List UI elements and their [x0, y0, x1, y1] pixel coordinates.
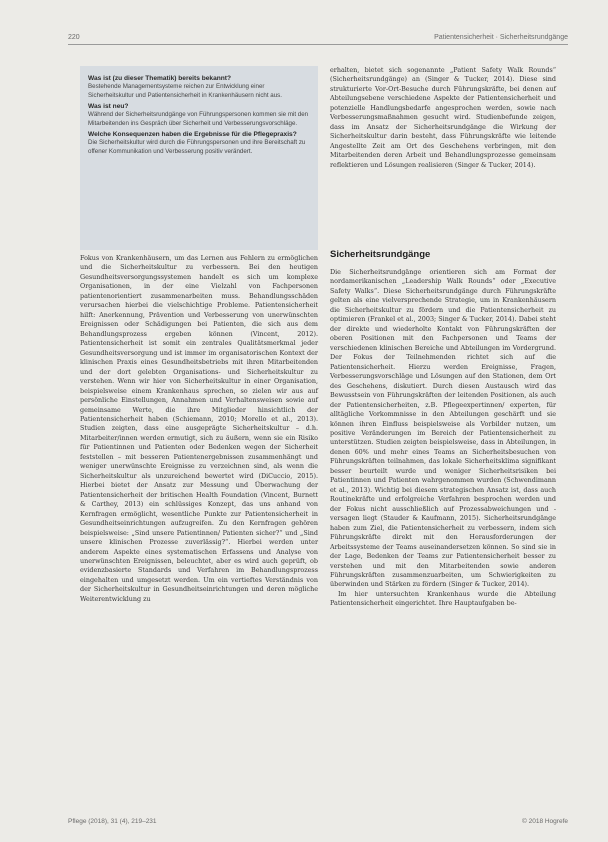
section-heading: Sicherheitsrundgänge	[330, 249, 431, 260]
running-title: Patientensicherheit · Sicherheitsrundgänge	[434, 34, 568, 41]
right-paragraph-1: Die Sicherheitsrundgänge orientieren sich am Format der nordamerikanischen „Leadership Walk Rounds“ oder „Executive Safety Walks“. Diese Sicherheitsrundgänge durch Führungskräfte gelten als eine vielversprechende Strategie, um in Krankenhäusern die Sicherheitskultur zu fördern und die Patientensicherheit zu optimieren (Frankel et al., 2003; Singer & Tucker, 2014). Dabei steht der direkte und wiederholte Kontakt von Führungskräften der oberen Positionen mit den Fachpersonen und Teams der verschiedenen klinischen Bereiche und Abteilungen im Vordergrund. Der Fokus der Teilnehmenden richtet sich auf die Patientensicherheit. Hierzu werden Ereignisse, Fragen, Verbesserungsvorschläge und Lösungen auf den Stationen, dem Ort des Geschehens, diskutiert. Durch diesen Austausch wird das Bewusstsein von Führungskräften der leitenden Positionen, als auch der Patientensicherheiten, z.B. Pflegeexpertinnen/ experten, für alltägliche Vorkommnisse in den Abteilungen geschärft und sie können ihren Einfluss beispielsweise als Vorbilder nutzen, um positive Veränderungen im Bereich der Patientensicherheit zu unterstützen. Studien zeigten beispielsweise, dass in Abteilungen, in denen 60% und mehr eines Teams an Sicherheitsbesuchen von Führungskräften teilnahmen, das lokale Sicherheitsklima signifikant besser beurteilt wurde und weniger Sicherheitsrisiken bei Patientinnen und Patienten wahrgenommen wurden (Schwendimann et al., 2013). Wichtig bei diesem strategischen Ansatz ist, dass auch Routinekräfte und erfolgreiche Verfahren besprochen werden und der Fokus nicht ausschließlich auf Prozessabweichungen und -versagen liegt (Stauder & Kaufmann, 2015). Sicherheitsrundgänge haben zum Ziel, die Patientensicherheit zu verbessern, indem sich Führungskräfte direkt mit den Herausforderungen der Arbeitssysteme der Teams auseinandersetzen können. So sind sie in der Lage, Bedenken der Teams zur Patientensicherheit besser zu verstehen und mit den Mitarbeitenden sowie anderen Führungskräften zusammenzuarbeiten, um Schwierigkeiten zu überwinden und Stärken zu fördern (Singer & Tucker, 2014).	[330, 268, 556, 589]
right-column	[330, 268, 556, 609]
left-column-text: Fokus von Krankenhäusern, um das Lernen aus Fehlern zu ermöglichen und die Sicherheitskultur zu verbessern. Bei den heutigen Gesundheitsversorgungssystemen handelt es sich um komplexe Organisationen, in der eine Vielzahl von Fachpersonen patientenorientiert zusammenarbeiten muss. Behandlungsschäden verursachen hierbei die vielschichtige Probleme. Patientensicherheit hilft: Anerkennung, Prävention und Verbesserung von unerwünschten Ereignissen oder Schädigungen bei Patienten, die sich aus dem Behandlungsprozess ergeben können (Vincent, 2012). Patientensicherheit ist somit ein zentrales Qualitätsmerkmal jeder Gesundheitsversorgung und ist immer im organisatorischen Kontext der klinischen Praxis eines Gesundheitsbetriebs mit ihren Mitarbeitenden und der dort gelebten Organisations- und Sicherheitskultur zu verstehen. Wenn wir hier von Sicherheitskultur in einer Organisation, beispielsweise einem Krankenhaus sprechen, so zielen wir aus auf persönliche Einstellungen, Annahmen und Verhaltensweisen sowie auf gemeinsame Werte, die ihre Mitglieder hinsichtlich der Patientensicherheit haben (Schiemann, 2010; Morello et al., 2013). Studien zeigten, dass eine ausgeprägte Sicherheitskultur – d.h. Mitarbeiter/innen werden ermutigt, sich zu äußern, wenn sie ein Risiko für Patientinnen und Patienten oder Bedenken wegen der Sicherheit feststellen – mit besseren Patientenergebnissen zusammenhängt und weniger unerwünschte Ereignisse zu verzeichnen sind, als wenn die Sicherheitskultur als unzureichend bewertet wird (DiCuccio, 2015). Hierbei bietet der Ansatz zur Messung und Überwachung der Patientensicherheit der britischen Health Foundation (Vincent, Burnett & Carthey, 2013) ein schlüssiges Konzept, das uns anhand von Kernfragen ermöglicht, wesentliche Punkte zur Patientensicherheit in Gesundheitseinrichtungen aufzugreifen. Zu den Kernfragen gehören beispielsweise: „Sind unsere Patientinnen/ Patienten sicher?“ und „Sind unsere klinischen Prozesse zuverlässig?“. Hierbei werden unter anderem Aspekte eines systematischen Erfassens und Analyse von unerwünschten Ereignissen, beleuchtet, aber es wird auch geprüft, ob evidenzbasierte Standards und Verfahren im Behandlungsprozess eingehalten und umgesetzt werden. Um ein vertieftes Verständnis von der Sicherheitskultur in Gesundheitseinrichtungen und deren mögliche Weiterentwicklung zu	[80, 254, 318, 603]
right-paragraph-2: Im hier untersuchten Krankenhaus wurde die Abteilung Patientensicherheit eingerichtet. Ihre Hauptaufgaben be-	[330, 589, 556, 608]
citation: Pflege (2018), 31 (4), 219–231	[68, 818, 157, 825]
page-number: 220	[68, 34, 80, 41]
infobox-answer-known: Bestehende Managementsysteme reichen zur Entwicklung einer Sicherheitskultur und Patientensicherheit in Krankenhäusern nicht aus.	[88, 83, 282, 99]
infobox-answer-consequences: Die Sicherheitskultur wird durch die Führungspersonen und ihre Bereitschaft zu offener Kommunikation und Verbesserung positiv verändert.	[88, 139, 306, 155]
infobox-question-consequences: Welche Konsequenzen haben die Ergebnisse für die Pflegepraxis?	[88, 130, 297, 138]
infobox-answer-new: Während der Sicherheitsrundgänge von Führungspersonen kommen sie mit den Mitarbeitenden ins Gespräch über Sicherheit und Verbesserungsvorschläge.	[88, 111, 309, 127]
key-points-box	[80, 66, 318, 250]
infobox-question-new: Was ist neu?	[88, 102, 129, 110]
page-header	[68, 34, 568, 45]
left-column	[80, 254, 318, 604]
publisher: © 2018 Hogrefe	[522, 818, 568, 825]
page-footer	[68, 818, 568, 825]
right-column-top	[330, 66, 556, 170]
infobox-question-known: Was ist (zu dieser Thematik) bereits bekannt?	[88, 75, 232, 82]
right-top-text: erhalten, bietet sich sogenannte „Patient Safety Walk Rounds“ (Sicherheitsrundgänge) an (Singer & Tucker, 2014). Diese sind strukturierte Vor-Ort-Besuche durch Führungskräfte, bei denen auf Abteilungsebene verschiedene Aspekte der Patientensicherheit und potenzielle Handlungsbedarfe angesprochen werden, sowie nach Verbesserungsmaßnahmen gesucht wird. Studienbefunde zeigen, dass im Ansatz der Sicherheitsrundgänge die Wirkung der Sicherheitskultur darin besteht, dass Führungskräfte wie leitende Angestellte Zeit am Ort des Geschehens verbringen, mit den Mitarbeitenden deren Arbeit und Behandlungsprozesse gemeinsam reflektieren und Lösungen realisieren (Singer & Tucker, 2014).	[330, 66, 556, 169]
